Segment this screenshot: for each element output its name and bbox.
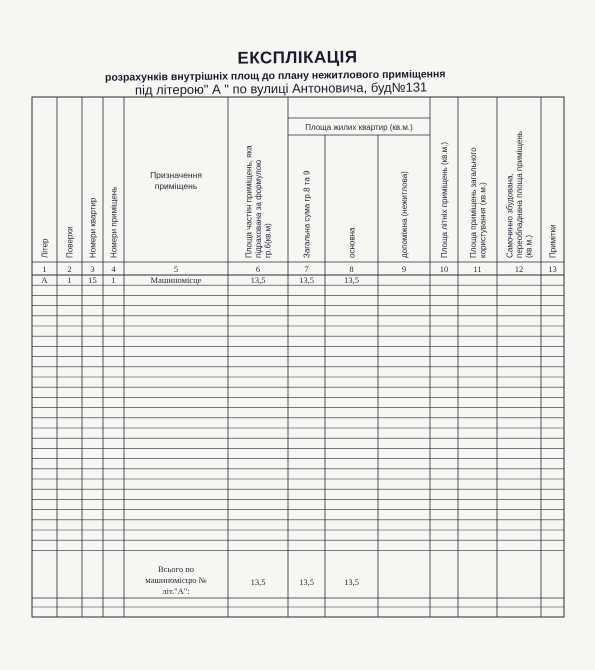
column-header-label (303, 170, 312, 258)
column-number: 8 (349, 264, 354, 274)
column-header-label (110, 187, 119, 258)
document-title: ЕКСПЛІКАЦІЯ (237, 47, 358, 68)
table-frame (32, 97, 564, 617)
row-cell-value: 1 (111, 275, 116, 285)
row-cell-value: 13,5 (250, 275, 266, 285)
svg-text:переобладнана площа приміщень: переобладнана площа приміщень (515, 131, 524, 258)
total-value: 13,5 (344, 577, 359, 587)
column-header-label (245, 145, 254, 258)
column-header-label (440, 142, 449, 258)
column-header-label (549, 224, 558, 258)
total-value: 13,5 (299, 577, 314, 587)
column-number: 2 (67, 264, 72, 274)
group-header-label: Площа жилих квартир (кв.м.) (305, 123, 413, 132)
svg-text:допоміжна (нежитлова): допоміжна (нежитлова) (400, 171, 409, 258)
svg-text:Номери квартир: Номери квартир (88, 197, 98, 258)
total-label: літ."А": (162, 586, 190, 596)
column-number: 12 (514, 264, 524, 274)
row-cell-value: 13,5 (344, 275, 359, 285)
column-number: 9 (401, 264, 407, 274)
column-header-label (264, 223, 273, 258)
column-number: 1 (42, 264, 47, 274)
column-number: 7 (304, 264, 309, 274)
column-number: 5 (173, 264, 179, 274)
svg-text:Площа приміщень загального: Площа приміщень загального (468, 147, 478, 258)
column-header-label (469, 147, 478, 258)
column-header-label: Призначення (150, 170, 202, 180)
column-number: 6 (255, 264, 261, 274)
column-number: 10 (439, 264, 449, 274)
column-header-label (254, 160, 263, 258)
column-header-label (66, 226, 75, 258)
column-header-label (400, 171, 409, 258)
column-header-label (89, 197, 98, 258)
row-cell-value: А (41, 275, 48, 285)
column-number: 3 (90, 264, 95, 274)
row-cell-value: 13,5 (299, 275, 314, 285)
column-header-label: приміщень (154, 181, 198, 191)
svg-text:Номери приміщень: Номери приміщень (109, 186, 119, 258)
column-header-label (478, 182, 487, 258)
column-number: 13 (548, 264, 557, 274)
column-number: 11 (473, 264, 482, 274)
total-label: Всього по (157, 564, 195, 574)
svg-text:Загальна сума гр.8 та 9: Загальна сума гр.8 та 9 (302, 170, 312, 258)
column-header-label (525, 235, 534, 258)
svg-text:(кв.м.): (кв.м.) (524, 234, 534, 258)
svg-text:гр.6(кв.м): гр.6(кв.м) (263, 223, 273, 258)
column-number: 4 (111, 264, 116, 274)
svg-text:Літер: Літер (40, 238, 50, 258)
svg-text:Площа літніх приміщень (кв.м.): Площа літніх приміщень (кв.м.) (440, 141, 449, 258)
row-cell-value: Машиномісце (150, 275, 202, 285)
total-label: машиномісцю № (145, 575, 207, 585)
svg-text:користування (кв.м.): користування (кв.м.) (478, 182, 488, 258)
svg-text:Примітки: Примітки (548, 224, 558, 258)
svg-text:Площа частин приміщень, яка: Площа частин приміщень, яка (244, 145, 254, 258)
total-value: 13,5 (250, 577, 266, 587)
column-header-label (41, 238, 50, 258)
document-address: під літерою" А " по вулиці Антоновича, буд№131 (134, 79, 428, 98)
svg-text:Самочинно збудована,: Самочинно збудована, (505, 173, 515, 258)
column-header-label (515, 131, 524, 258)
document-subtitle: розрахунків внутрішніх площ до плану нежитлового приміщення (104, 68, 446, 84)
row-cell-value: 1 (67, 275, 72, 285)
svg-text:Поверхи: Поверхи (65, 226, 75, 258)
column-header-label (506, 173, 515, 258)
svg-text:основна: основна (347, 227, 357, 258)
svg-text:підрахована за формулою: підрахована за формулою (254, 159, 263, 258)
row-cell-value: 15 (88, 275, 97, 285)
column-header-label (348, 227, 357, 258)
